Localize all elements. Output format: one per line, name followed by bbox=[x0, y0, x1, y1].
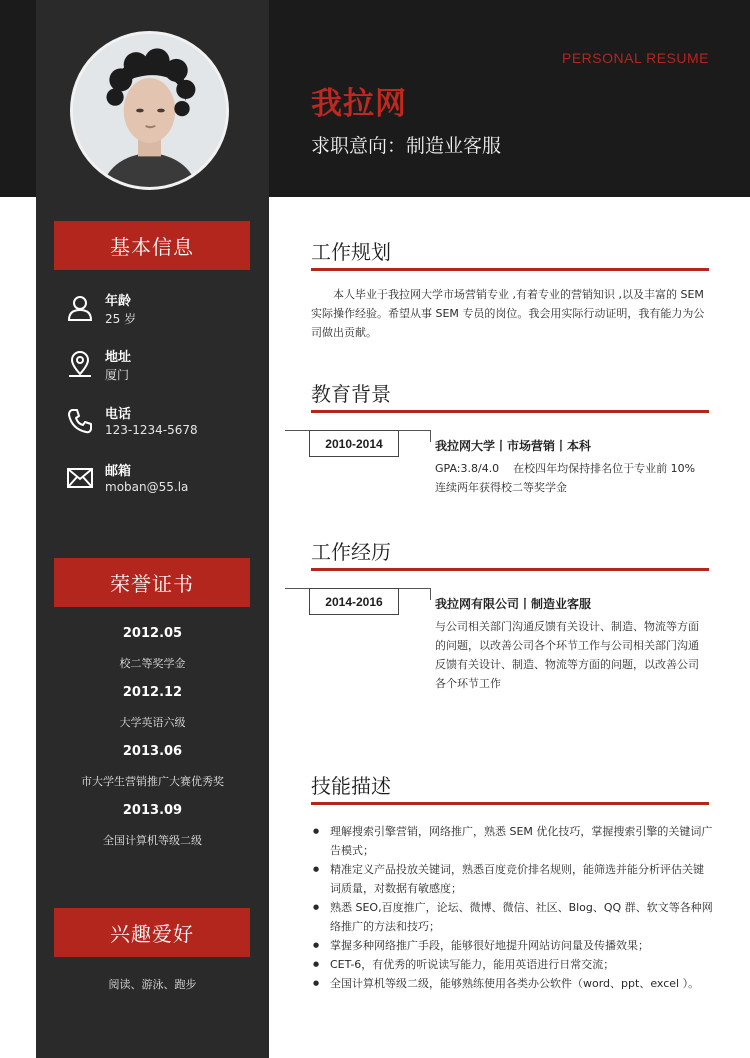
info-age bbox=[66, 290, 256, 334]
experience-date: 2014-2016 bbox=[309, 588, 399, 615]
education-entry-title: 我拉网大学丨市场营销丨本科 bbox=[435, 439, 592, 453]
avatar-portrait bbox=[73, 34, 226, 187]
education-entry bbox=[435, 437, 715, 497]
info-value: 25 岁 bbox=[105, 312, 137, 326]
work-plan-text: 本人毕业于我拉网大学市场营销专业 ,有着专业的营销知识 ,以及丰富的 SEM 实际操作经验。希望从事 SEM 专员的岗位。我会用实际行动证明，我有能力为公司做出贡献。 bbox=[311, 288, 705, 339]
experience-title: 工作经历 bbox=[311, 540, 391, 564]
job-intent: 求职意向：制造业客服 bbox=[311, 135, 502, 157]
experience-entry bbox=[435, 595, 715, 693]
info-value: moban@55.la bbox=[105, 480, 189, 494]
info-label: 年龄 bbox=[105, 294, 132, 309]
envelope-icon bbox=[66, 464, 94, 492]
skill-item: ● 理解搜索引擎营销，网络推广，熟悉 SEM 优化技巧，掌握搜索引擎的关键词广告模式； bbox=[311, 822, 713, 860]
skill-item: ● 全国计算机等级二级，能够熟练使用各类办公软件（word、ppt、excel ）。 bbox=[311, 974, 713, 993]
experience-line: 的问题，以改善公司各个环节工作与公司相关部门沟通 bbox=[435, 639, 699, 652]
info-address bbox=[66, 346, 256, 390]
honors-heading: 荣誉证书 bbox=[54, 558, 250, 607]
info-email bbox=[66, 460, 256, 504]
honor-year: 2013.06 bbox=[122, 744, 183, 759]
skill-item: ● 熟悉 SEO,百度推广，论坛、微博、微信、社区、Blog、QQ 群、软文等各种网络推广的方法和技巧； bbox=[311, 898, 713, 936]
honor-year: 2012.05 bbox=[122, 626, 183, 641]
experience-entry-title: 我拉网有限公司丨制造业客服 bbox=[435, 597, 592, 611]
avatar bbox=[70, 31, 229, 190]
info-phone bbox=[66, 403, 256, 447]
basic-info-heading: 基本信息 bbox=[54, 221, 250, 270]
honor-name: 全国计算机等级二级 bbox=[103, 834, 202, 847]
honor-name: 校二等奖学金 bbox=[119, 657, 186, 670]
honor-year: 2012.12 bbox=[122, 685, 183, 700]
experience-line: 反馈有关设计、制造、物流等方面的问题，以改善公司 bbox=[435, 658, 699, 671]
candidate-name: 我拉网 bbox=[311, 86, 407, 122]
education-title: 教育背景 bbox=[311, 382, 391, 406]
experience-line: 与公司相关部门沟通反馈有关设计、制造、物流等方面 bbox=[435, 620, 699, 633]
education-line: 连续两年获得校二等奖学金 bbox=[435, 481, 567, 494]
phone-icon bbox=[66, 407, 94, 435]
work-plan-title: 工作规划 bbox=[311, 240, 391, 264]
section-divider bbox=[311, 802, 709, 805]
info-label: 地址 bbox=[105, 350, 132, 365]
info-label: 电话 bbox=[105, 407, 132, 422]
info-label: 邮箱 bbox=[105, 464, 132, 479]
honor-name: 大学英语六级 bbox=[119, 716, 186, 729]
skill-item: ● CET-6，有优秀的听说读写能力，能用英语进行日常交流； bbox=[311, 955, 713, 974]
info-value: 123-1234-5678 bbox=[105, 423, 198, 437]
skills-list bbox=[311, 822, 713, 993]
experience-line: 各个环节工作 bbox=[435, 677, 501, 690]
location-pin-icon bbox=[66, 350, 94, 378]
person-icon bbox=[66, 294, 94, 322]
education-line: GPA:3.8/4.0 在校四年均保持排名位于专业前 10% bbox=[435, 462, 696, 475]
skill-item: ● 掌握多种网络推广手段，能够很好地提升网站访问量及传播效果； bbox=[311, 936, 713, 955]
honor-year: 2013.09 bbox=[122, 803, 183, 818]
section-divider bbox=[311, 568, 709, 571]
education-date: 2010-2014 bbox=[309, 430, 399, 457]
resume-tag: PERSONAL RESUME bbox=[561, 50, 709, 66]
hobbies-text: 阅读、游泳、跑步 bbox=[108, 978, 197, 991]
section-divider bbox=[311, 410, 709, 413]
hobbies-heading: 兴趣爱好 bbox=[54, 908, 250, 957]
skill-item: ● 精准定义产品投放关键词，熟悉百度竞价排名规则，能筛选并能分析评估关键词质量，对数据有敏感度； bbox=[311, 860, 713, 898]
skills-title: 技能描述 bbox=[311, 774, 391, 798]
section-divider bbox=[311, 268, 709, 271]
honor-name: 市大学生营销推广大赛优秀奖 bbox=[81, 775, 224, 788]
honors-list bbox=[36, 624, 269, 860]
info-value: 厦门 bbox=[105, 368, 130, 382]
